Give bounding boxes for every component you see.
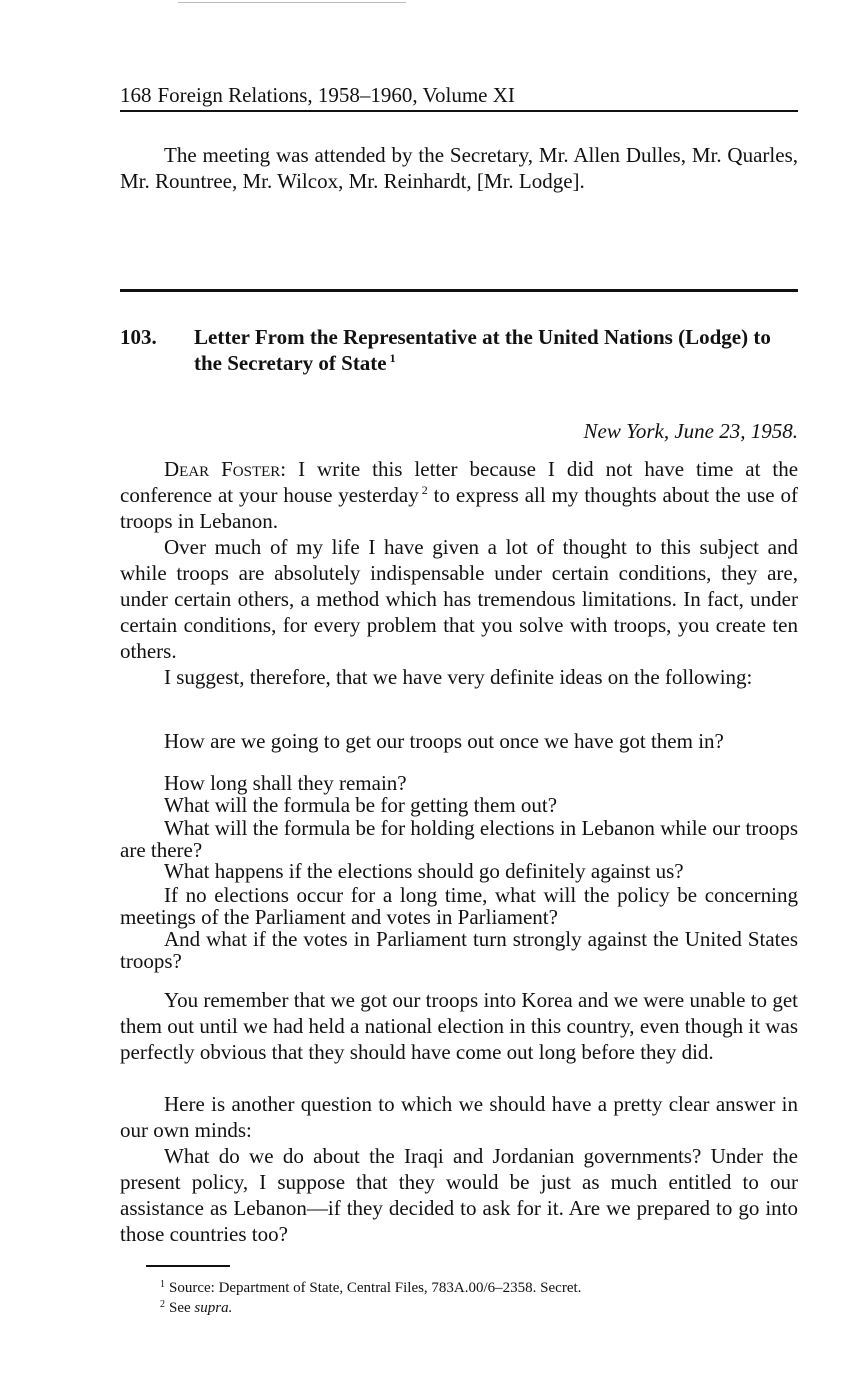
footnote-ref-2: 2 (421, 483, 428, 497)
question-item: If no elections occur for a long time, what will the policy be concerning meetings of the Parliament and votes in Parliament? (120, 883, 798, 929)
running-header (120, 82, 798, 108)
letter-paragraph-4: You remember that we got our troops into Korea and we were unable to get them out until we had held a national election in this country, even though it was perfectly obvious that they should have come out long before they did. (120, 988, 798, 1064)
document-number: 103. (120, 325, 157, 349)
footnote-rule (146, 1265, 230, 1267)
intro-paragraph: The meeting was attended by the Secretary, Mr. Allen Dulles, Mr. Quarles, Mr. Rountree, Mr. Wilcox, Mr. Reinhardt, [Mr. Lodge]. (120, 143, 798, 193)
question-item: What will the formula be for getting them out? (164, 793, 558, 817)
question-item: How long shall they remain? (164, 771, 407, 795)
footnote-1: $^1$ Source: Department of State, Central Files, 783A.00/6–2358. Secret. (160, 1279, 582, 1296)
question-item: What will the formula be for holding elections in Lebanon while our troops are there? (120, 816, 798, 862)
letter-paragraph-3: I suggest, therefore, that we have very definite ideas on the following: (164, 665, 753, 689)
running-title: Foreign Relations, 1958–1960, Volume XI (157, 83, 515, 107)
document-title (194, 324, 774, 376)
top-edge-rule (178, 2, 406, 3)
question-item: And what if the votes in Parliament turn strongly against the United States troops? (120, 927, 798, 973)
page-number: 168 (120, 83, 152, 107)
footnote-2: $^2$ See supra. (160, 1299, 233, 1316)
header-rule (120, 110, 798, 112)
document-title-text: Letter From the Representative at the United Nations (Lodge) to the Secretary of State (194, 325, 771, 375)
footnote-ref-1: 1 (389, 351, 396, 365)
dateline: New York, June 23, 1958. (583, 419, 798, 443)
question-item: How are we going to get our troops out once we have got them in? (164, 729, 724, 753)
letter-paragraph-6: What do we do about the Iraqi and Jordanian governments? Under the present policy, I suppose that they would be just as much entitled to our assistance as Lebanon—if they decided to ask for it. Are we prepared to go into those countries too? (120, 1144, 798, 1246)
letter-paragraph-1: Dear Foster: I write this letter because I did not have time at the conference at your house yesterday $^2$ to express all my thoughts about the use of troops in Lebanon. (120, 457, 799, 533)
letter-paragraph-2: Over much of my life I have given a lot of thought to this subject and while troops are absolutely indispensable under certain conditions, they are, under certain others, a method which has tremendous limitations. In fact, under certain conditions, for every problem that you solve with troops, you create ten others. (120, 535, 798, 663)
letter-paragraph-5: Here is another question to which we should have a pretty clear answer in our own minds: (120, 1092, 798, 1142)
question-item: What happens if the elections should go definitely against us? (164, 859, 684, 883)
salutation: Dear Foster: (164, 457, 287, 481)
document-separator (120, 289, 798, 292)
